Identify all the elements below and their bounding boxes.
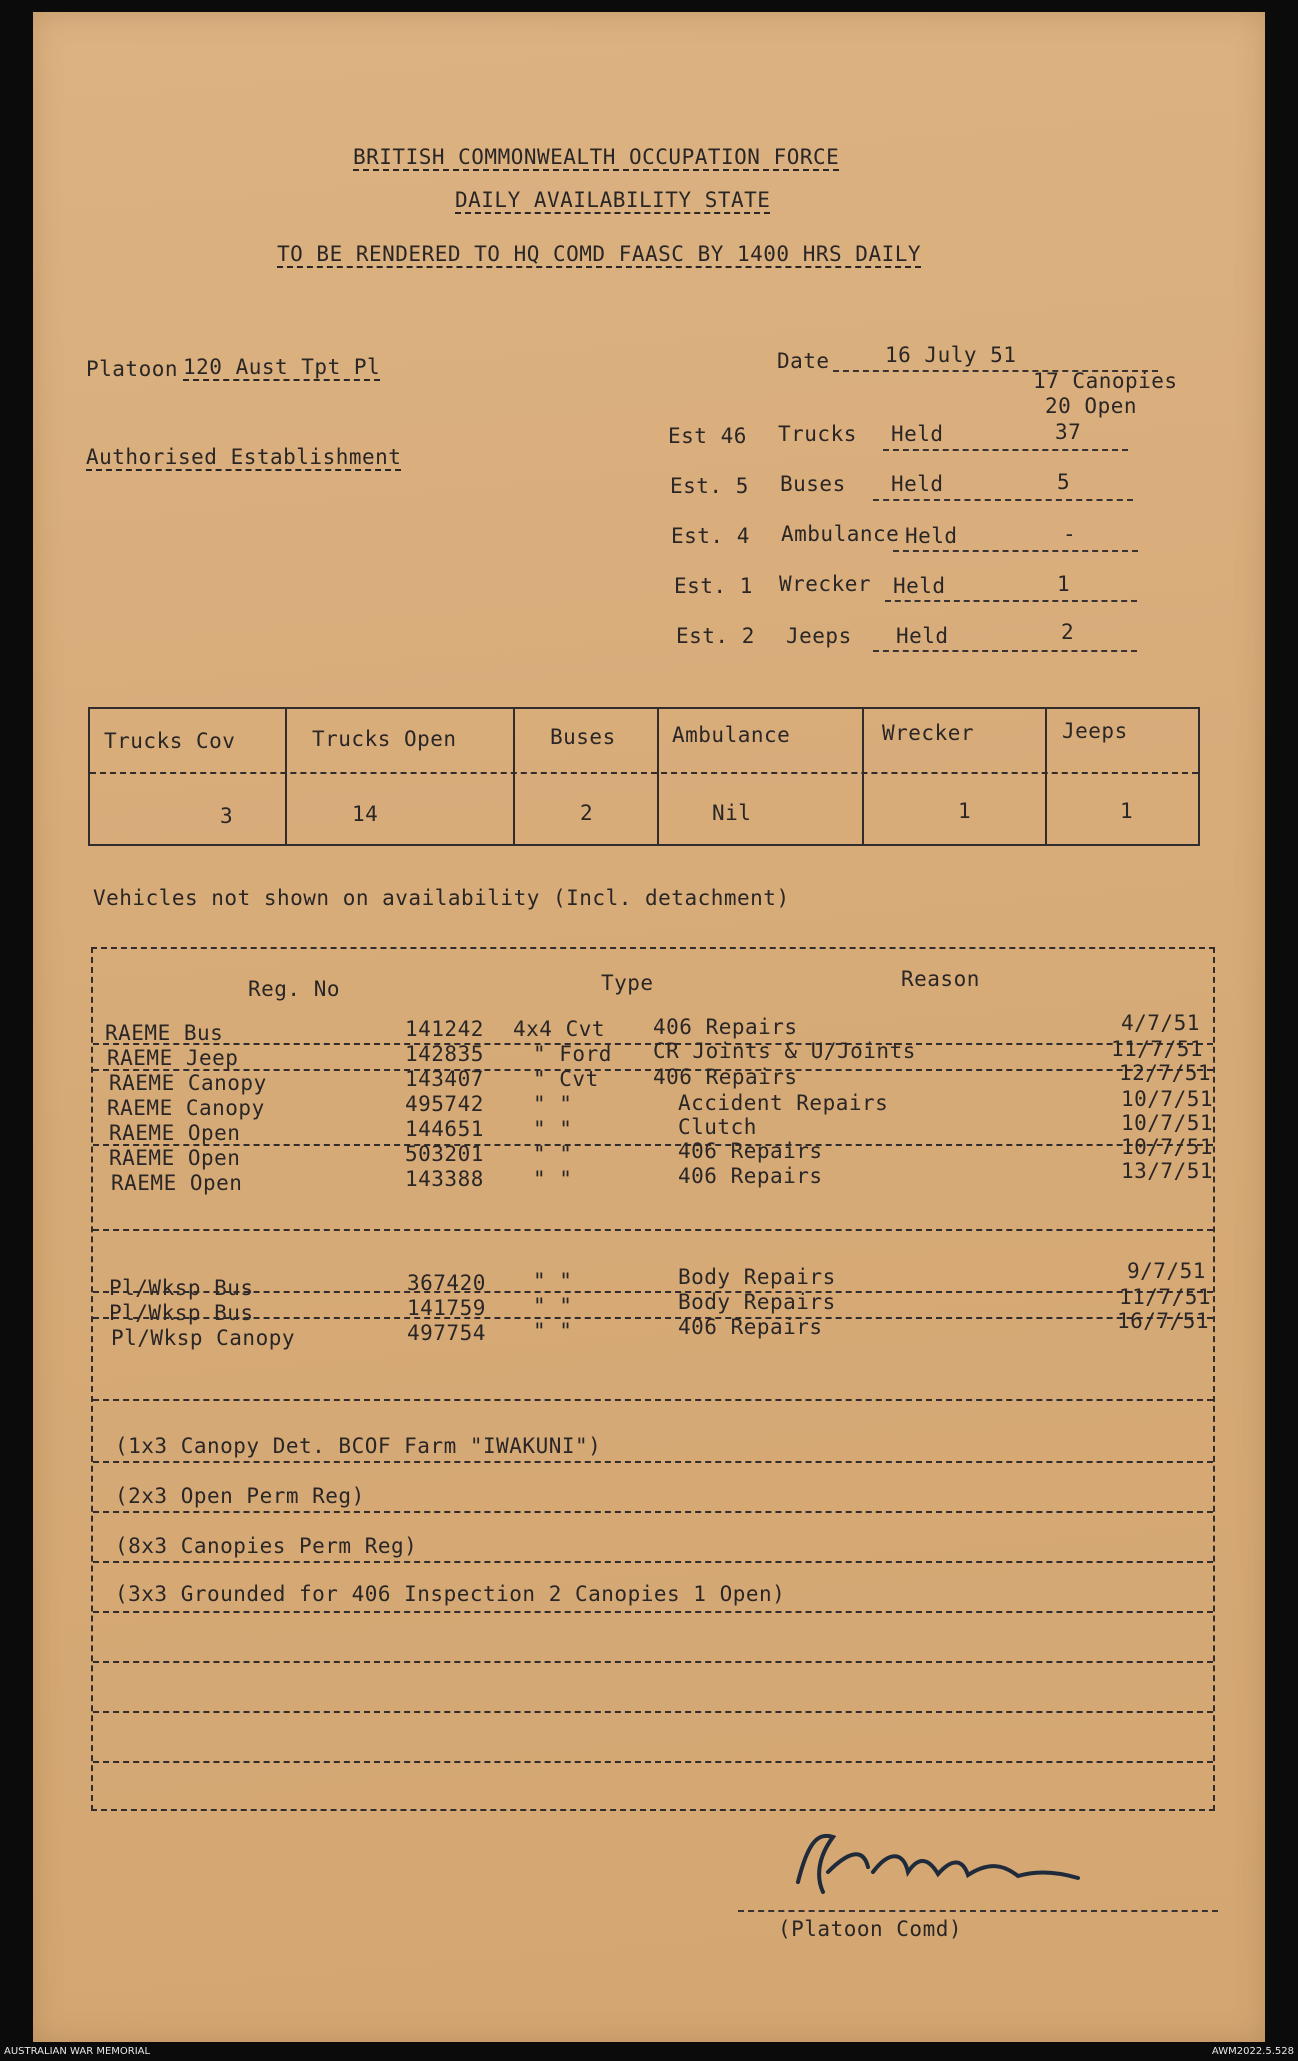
vehicle-header-reason: Reason xyxy=(901,967,980,991)
est-jeeps-held-label: Held xyxy=(896,624,949,648)
row-reg: 141242 xyxy=(405,1017,484,1041)
authorised-establishment-label: Authorised Establishment xyxy=(86,445,402,469)
column-divider xyxy=(1045,709,1047,844)
row-reason: CR Joints & U/Joints xyxy=(653,1039,916,1063)
row-reason: 406 Repairs xyxy=(653,1065,798,1089)
row-reg: 144651 xyxy=(405,1117,484,1141)
row-location: Pl/Wksp Canopy xyxy=(111,1326,296,1350)
row-reason: 406 Repairs xyxy=(653,1015,798,1039)
row-line xyxy=(93,1144,1213,1146)
row-date: 9/7/51 xyxy=(1127,1259,1206,1283)
availability-value-buses: 2 xyxy=(580,801,594,825)
est-trucks-held-label: Held xyxy=(891,422,944,446)
column-divider xyxy=(862,709,864,844)
row-reg: 503201 xyxy=(405,1142,484,1166)
row-line xyxy=(93,1291,1213,1293)
note-rule xyxy=(93,1761,1213,1763)
est-wrecker-held-label: Held xyxy=(893,574,946,598)
platoon-value: 120 Aust Tpt Pl xyxy=(183,355,381,379)
row-reason: 406 Repairs xyxy=(678,1139,823,1163)
row-reg: 143388 xyxy=(405,1167,484,1191)
row-line xyxy=(93,1317,1213,1319)
row-reason: Accident Repairs xyxy=(678,1091,889,1115)
est-wrecker-held-value: 1 xyxy=(1057,572,1071,596)
trucks-open-note: 20 Open xyxy=(1045,394,1138,418)
row-location: RAEME Bus xyxy=(105,1021,224,1045)
row-date: 16/7/51 xyxy=(1117,1309,1210,1333)
est-ambulance-line xyxy=(893,550,1138,552)
note-rule xyxy=(93,1561,1213,1563)
row-date: 11/7/51 xyxy=(1111,1037,1204,1061)
note-rule xyxy=(93,1661,1213,1663)
vehicle-header-type: Type xyxy=(601,971,654,995)
row-type: " " xyxy=(533,1319,573,1343)
vehicle-header-reg-no: Reg. No xyxy=(248,977,341,1001)
row-date: 13/7/51 xyxy=(1121,1159,1214,1183)
note-rule xyxy=(93,1461,1213,1463)
est-wrecker-number: Est. 1 xyxy=(674,574,753,598)
note-line: (1x3 Canopy Det. BCOF Farm "IWAKUNI") xyxy=(115,1434,602,1458)
est-buses-line xyxy=(873,499,1133,501)
est-trucks-number: Est 46 xyxy=(668,424,747,448)
header-line-1: BRITISH COMMONWEALTH OCCUPATION FORCE xyxy=(353,145,840,169)
availability-header-wrecker: Wrecker xyxy=(882,721,975,745)
availability-value-jeeps: 1 xyxy=(1120,799,1134,823)
note-rule xyxy=(93,1511,1213,1513)
column-divider xyxy=(657,709,659,844)
table-separator xyxy=(93,1399,1213,1401)
row-location: Pl/Wksp Bus xyxy=(109,1301,254,1325)
est-ambulance-number: Est. 4 xyxy=(671,524,750,548)
column-divider xyxy=(285,709,287,844)
est-buses-held-value: 5 xyxy=(1057,470,1071,494)
document-page xyxy=(33,12,1265,2042)
row-type: " " xyxy=(533,1269,573,1293)
footer-left: AUSTRALIAN WAR MEMORIAL xyxy=(4,2046,151,2057)
row-location: RAEME Canopy xyxy=(109,1071,267,1095)
availability-value-wrecker: 1 xyxy=(958,799,972,823)
row-reason: Body Repairs xyxy=(678,1265,836,1289)
availability-table xyxy=(88,707,1200,846)
trucks-canopies-note: 17 Canopies xyxy=(1033,369,1178,393)
note-line: (2x3 Open Perm Reg) xyxy=(115,1484,365,1508)
availability-header-trucks-open: Trucks Open xyxy=(312,727,457,751)
row-location: Pl/Wksp Bus xyxy=(109,1276,254,1300)
row-type: " Ford xyxy=(533,1042,612,1066)
est-ambulance-held-value: - xyxy=(1063,522,1077,546)
signature-mark xyxy=(778,1812,1198,1922)
availability-table-divider xyxy=(90,772,1198,774)
est-jeeps-number: Est. 2 xyxy=(676,624,755,648)
row-date: 10/7/51 xyxy=(1121,1087,1214,1111)
vehicles-not-shown-label: Vehicles not shown on availability (Incl. detachment) xyxy=(93,886,790,910)
est-trucks-line xyxy=(883,449,1128,451)
availability-header-ambulance: Ambulance xyxy=(672,723,791,747)
row-type: " " xyxy=(533,1142,573,1166)
row-location: RAEME Open xyxy=(111,1171,243,1195)
est-buses-held-label: Held xyxy=(891,472,944,496)
est-buses-item: Buses xyxy=(780,472,846,496)
vehicle-table xyxy=(91,947,1215,1811)
row-date: 10/7/51 xyxy=(1121,1135,1214,1159)
row-reg: 497754 xyxy=(407,1321,486,1345)
date-label: Date xyxy=(777,349,830,373)
row-type: " Cvt xyxy=(533,1067,599,1091)
row-location: RAEME Open xyxy=(109,1146,241,1170)
table-separator xyxy=(93,1229,1213,1231)
signature-caption: (Platoon Comd) xyxy=(778,1917,963,1941)
est-wrecker-item: Wrecker xyxy=(779,572,872,596)
est-jeeps-item: Jeeps xyxy=(786,624,852,648)
signature-line xyxy=(738,1910,1218,1912)
row-type: " " xyxy=(533,1167,573,1191)
note-line: (3x3 Grounded for 406 Inspection 2 Canopies 1 Open) xyxy=(115,1582,786,1606)
row-type: " " xyxy=(533,1117,573,1141)
column-divider xyxy=(513,709,515,844)
row-reason: 406 Repairs xyxy=(678,1315,823,1339)
availability-value-ambulance: Nil xyxy=(712,801,752,825)
row-reg: 495742 xyxy=(405,1092,484,1116)
row-date: 4/7/51 xyxy=(1121,1011,1200,1035)
availability-value-trucks-cov: 3 xyxy=(220,804,234,828)
est-jeeps-held-value: 2 xyxy=(1061,620,1075,644)
est-wrecker-line xyxy=(885,600,1137,602)
signature xyxy=(778,1812,1198,1926)
est-trucks-held-value: 37 xyxy=(1055,420,1082,444)
row-location: RAEME Jeep xyxy=(107,1046,239,1070)
est-trucks-item: Trucks xyxy=(778,422,857,446)
row-reg: 367420 xyxy=(407,1271,486,1295)
est-jeeps-line xyxy=(873,650,1137,652)
row-date: 11/7/51 xyxy=(1119,1285,1212,1309)
row-reason: 406 Repairs xyxy=(678,1164,823,1188)
platoon-label: Platoon xyxy=(86,357,179,381)
row-reason: Clutch xyxy=(678,1115,757,1139)
date-value: 16 July 51 xyxy=(885,343,1017,367)
est-ambulance-item: Ambulance xyxy=(781,522,900,546)
row-location: RAEME Canopy xyxy=(107,1096,265,1120)
availability-value-trucks-open: 14 xyxy=(352,802,379,826)
footer-right: AWM2022.5.528 xyxy=(1211,2046,1294,2057)
row-reg: 142835 xyxy=(405,1042,484,1066)
row-type: " " xyxy=(533,1092,573,1116)
est-ambulance-held-label: Held xyxy=(905,524,958,548)
header-line-3: TO BE RENDERED TO HQ COMD FAASC BY 1400 HRS DAILY xyxy=(277,242,922,266)
row-type: 4x4 Cvt xyxy=(513,1017,606,1041)
row-date: 12/7/51 xyxy=(1119,1061,1212,1085)
note-rule xyxy=(93,1611,1213,1613)
row-location: RAEME Open xyxy=(109,1121,241,1145)
availability-header-trucks-cov: Trucks Cov xyxy=(104,729,236,753)
row-type: " " xyxy=(533,1294,573,1318)
header-line-2: DAILY AVAILABILITY STATE xyxy=(455,188,771,212)
availability-header-jeeps: Jeeps xyxy=(1062,719,1128,743)
row-reason: Body Repairs xyxy=(678,1290,836,1314)
note-line: (8x3 Canopies Perm Reg) xyxy=(115,1534,418,1558)
note-rule xyxy=(93,1711,1213,1713)
est-buses-number: Est. 5 xyxy=(670,474,749,498)
row-reg: 143407 xyxy=(405,1067,484,1091)
row-reg: 141759 xyxy=(407,1296,486,1320)
availability-header-buses: Buses xyxy=(550,725,616,749)
row-date: 10/7/51 xyxy=(1121,1111,1214,1135)
